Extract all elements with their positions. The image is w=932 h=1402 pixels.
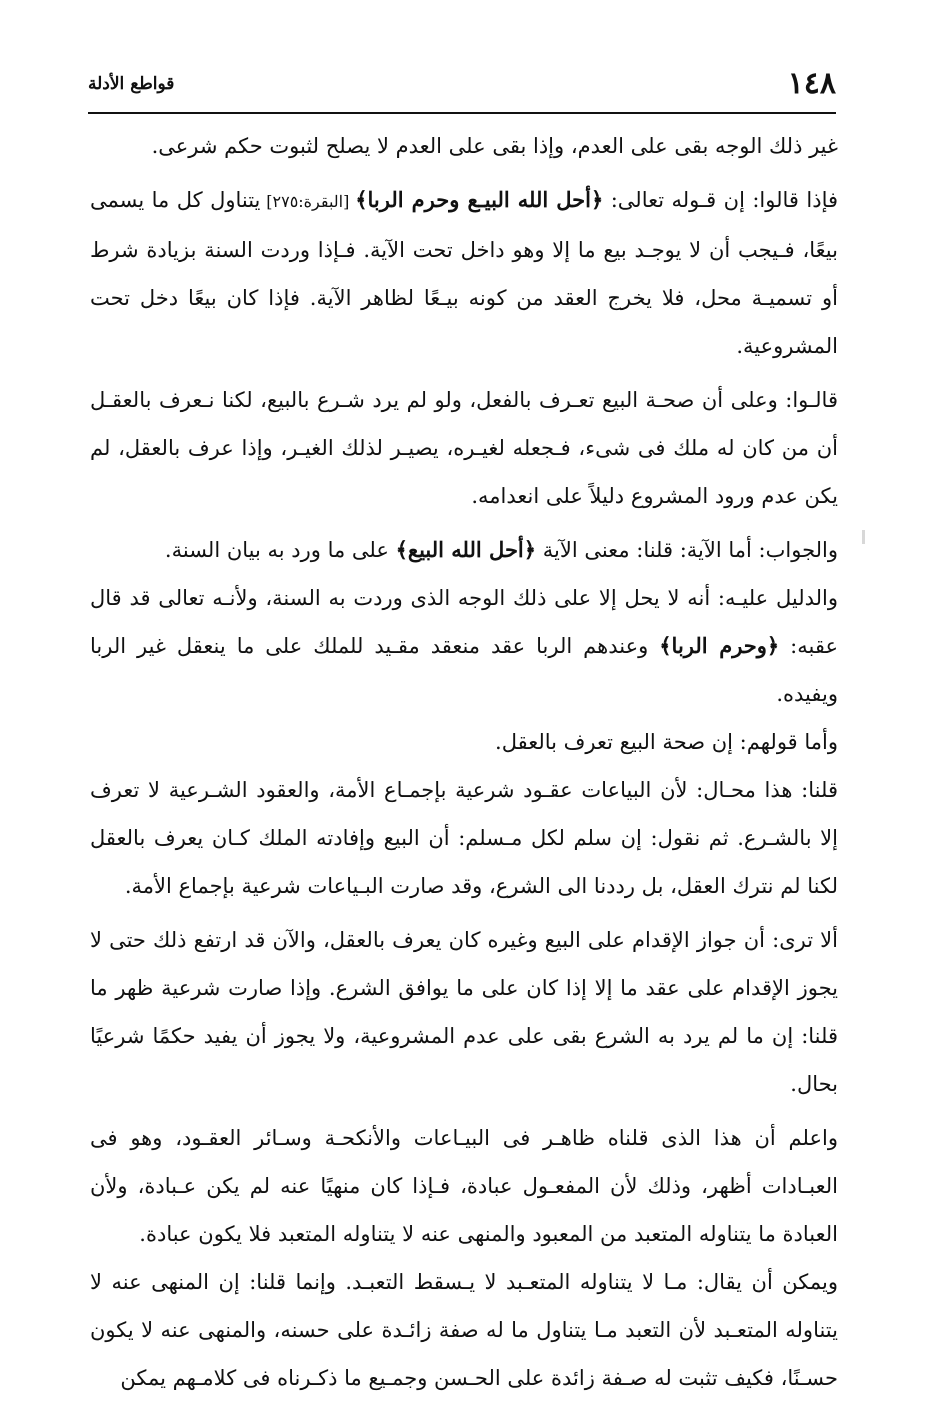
- paragraph-1: غير ذلك الوجه بقى على العدم، وإذا بقى على العدم لا يصلح لثبوت حكم شرعى.: [151, 134, 838, 158]
- quran-quote: ﴿وحرم الربا﴾: [659, 633, 780, 658]
- page-header: [88, 62, 836, 110]
- paragraph-5: والدليل عليـه: أنه لا يحل إلا على ذلك الوجه الذى وردت به السنة، ولأنـه تعالى قد قال عقبه: ﴿وحرم الربا﴾ وعندهم الربا عقد منعقد مقـيد للملك على ما ينعقل غير الربا ويفيده.: [90, 586, 839, 706]
- paragraph-10: ويمكن أن يقال: مـا لا يتناوله المتعـبد لا يـسقط التعبـد. وإنما قلنا: إن المنهى عنه لا يتناوله المتعـبد لأن التعبد مـا يتناول ما له صفة زائـدة على حسنه، والمنهى عنه لا يكون حسـنًا، فكيف تثبت له صـفة زائدة على الحـسن وجمـيع ما ذكـرناه فى كلامـهم يمكن: [90, 1270, 838, 1390]
- page-body: [90, 122, 838, 1402]
- paragraph-8: ألا ترى: أن جواز الإقدام على البيع وغيره كان يعرف بالعقل، والآن قد ارتفع ذلك حتى لا يجوز الإقدام على عقد ما إلا إذا كان على ما يوافق الشرع. وإذا صارت شرعية ظهر ما قلنا: إن ما لم يرد به الشرع بقى على عدم المشروعية، ولا يجوز أن يفيد حكمًا شرعيًا بحال.: [90, 928, 838, 1096]
- page-number: ١٤٨: [787, 66, 836, 101]
- paragraph-7: قلنا: هذا محـال: لأن البياعات عقـود شرعية بإجمـاع الأمة، والعقود الشـرعية لا تعرف إلا بالشـرع. ثم نقول: إن سلم لكل مـسلم: أن البيع وإفادته الملك كـان يعرف بالعقل لكنا لم نترك العقل، بل رددنا الى الشرع، وقد صارت البـياعات شرعية بإجماع الأمة.: [90, 778, 838, 898]
- header-divider: [88, 112, 836, 114]
- paragraph-9: واعلم أن هذا الذى قلناه ظاهـر فى البيـاعات والأنكحـة وسـائر العقـود، وهو فى العبـادات أظهر، وذلك لأن المفعـول عبادة، فـإذا كان منهيًا عنه لم يكن عـبادة، ولأن العبادة ما يتناوله المتعبد من المعبود والمنهى عنه لا يتناوله المتعبد فلا يكون عبادة.: [90, 1126, 838, 1246]
- quran-quote: ﴿أحل الله البيـع وحرم الربا﴾: [355, 187, 604, 212]
- paragraph-4: والجواب: أما الآية: قلنا: معنى الآية ﴿أحل الله البيع﴾ على ما ورد به بيان السنة.: [164, 537, 838, 562]
- verse-reference: [البقرة:٢٧٥]: [260, 192, 356, 211]
- paragraph-6: وأما قولهم: إن صحة البيع تعرف بالعقل.: [495, 730, 838, 754]
- paragraph-3: قالـوا: وعلى أن صحـة البيع تعـرف بالفعل، ولو لم يرد شـرع بالبيع، لكنا نـعرف بالعقـل أن من كان له ملك فى شىء، فـجعله لغيـره، يصيـر لذلك الغيـر، وإذا عرف بالعقل، لم يكن عدم ورود المشروع دليلاً على انعدامه.: [90, 388, 838, 508]
- quran-quote: ﴿أحل الله البيع﴾: [395, 537, 537, 562]
- scan-mark: [862, 530, 865, 544]
- paragraph-2: فإذا قالوا: إن قـوله تعالى: ﴿أحل الله البيـع وحرم الربا﴾ [البقرة:٢٧٥] يتناول كل ما يسمى بيعًا، فـيجب أن لا يوجـد بيع ما إلا وهو داخل تحت الآية. فـإذا وردت السنة بزيادة شرط أو تسميـة محل، فلا يخرج العقد من كونه بيـعًا لظاهر الآية. فإذا كان بيعًا دخل تحت المشروعية.: [90, 187, 839, 358]
- running-title: قواطع الأدلة: [88, 74, 175, 94]
